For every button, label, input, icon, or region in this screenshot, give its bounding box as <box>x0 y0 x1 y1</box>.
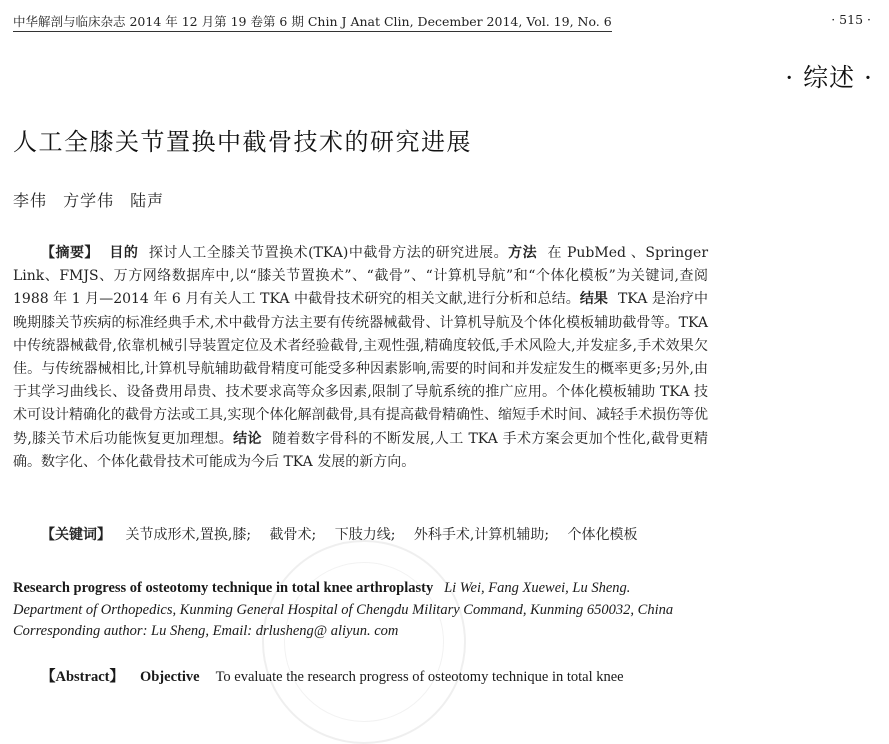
corresponding-email: drlusheng@ aliyun. com <box>255 623 399 639</box>
keyword-item: 截骨术; <box>269 527 317 543</box>
english-affiliation: Department of Orthopedics, Kunming General Hospital of Chengdu Military Command, Kunming 650032, China <box>13 601 674 618</box>
english-abstract-label: 【Abstract】 <box>41 669 124 685</box>
keywords-chinese <box>13 524 713 546</box>
english-header-block <box>13 578 713 643</box>
english-authors: Li Wei, Fang Xuewei, Lu Sheng. <box>444 580 631 596</box>
keywords-label: 【关键词】 <box>41 527 111 543</box>
english-objective-label: Objective <box>139 669 200 685</box>
results-text: TKA 是治疗中晚期膝关节疾病的标准经典手术,术中截骨方法主要有传统器械截骨、计算机导航及个体化模板辅助截骨等。TKA 中传统器械截骨,依靠机械引导装置定位及术者经验截骨,主观性强,精确度较低,手术风险大,并发症多,手术效果欠佳。与传统器械相比,计算机导航辅助截骨精度可能受多种因素影响,需要的时间和并发症发生的概率更多;另外,由于其学习曲线长、设备费用昂贵、技术要求高等众多因素,限制了导航系统的推广应用。个体化模板辅助 TKA 技术可设计精确化的截骨方法或工具,实现个体化解剖截骨,具有提高截骨精确性、缩短手术时间、减轻手术损伤等优势,膝关节术后功能恢复更加理想。 <box>13 291 709 447</box>
page-number: · 515 · <box>831 12 871 27</box>
methods-label: 方法 <box>508 245 538 261</box>
objective-label: 目的 <box>108 245 139 261</box>
english-title-line <box>13 578 713 600</box>
abstract-label: 【摘要】 <box>41 245 99 261</box>
keyword-item: 关节成形术,置换,膝; <box>125 527 252 543</box>
results-label: 结果 <box>579 291 608 308</box>
corresponding-author-line <box>13 621 713 643</box>
english-title: Research progress of osteotomy technique in total knee arthroplasty <box>13 580 434 596</box>
author-list: 李伟 方学伟 陆声 <box>13 191 165 210</box>
methods-text: 在 PubMed 、Springer Link、FMJS、万方网络数据库中,以“膝关节置换术”、“截骨”、“计算机导航”和“个体化模板”为关键词,查阅 1988 年 1 月—2014 年 6 月有关人工 TKA 中截骨技术研究的相关文献,进行分析和总结。 <box>13 245 709 308</box>
running-header <box>13 12 873 32</box>
conclusion-label: 结论 <box>233 430 262 447</box>
keyword-item: 下肢力线; <box>334 527 396 543</box>
journal-citation: 中华解剖与临床杂志 2014 年 12 月第 19 卷第 6 期 Chin J Anat Clin, December 2014, Vol. 19, No. 6 <box>13 12 612 32</box>
english-abstract <box>13 667 713 689</box>
article-title: 人工全膝关节置换中截骨技术的研究进展 <box>13 128 472 156</box>
corresponding-author: Lu Sheng, Email: <box>151 623 253 639</box>
corresponding-label: Corresponding author: <box>13 623 148 639</box>
conclusion-text: 随着数字骨科的不断发展,人工 TKA 手术方案会更加个性化,截骨更精确。数字化、个体化截骨技术可能成为今后 TKA 发展的新方向。 <box>13 430 709 470</box>
section-tag: · 综述 · <box>785 63 873 92</box>
abstract-paragraph <box>13 242 708 474</box>
keyword-item: 外科手术,计算机辅助; <box>413 527 550 543</box>
keyword-item: 个体化模板 <box>567 527 638 543</box>
objective-text: 探讨人工全膝关节置换术(TKA)中截骨方法的研究进展。 <box>148 245 509 261</box>
abstract-chinese <box>13 242 708 474</box>
english-objective-text: To evaluate the research progress of osteotomy technique in total knee <box>215 669 624 685</box>
